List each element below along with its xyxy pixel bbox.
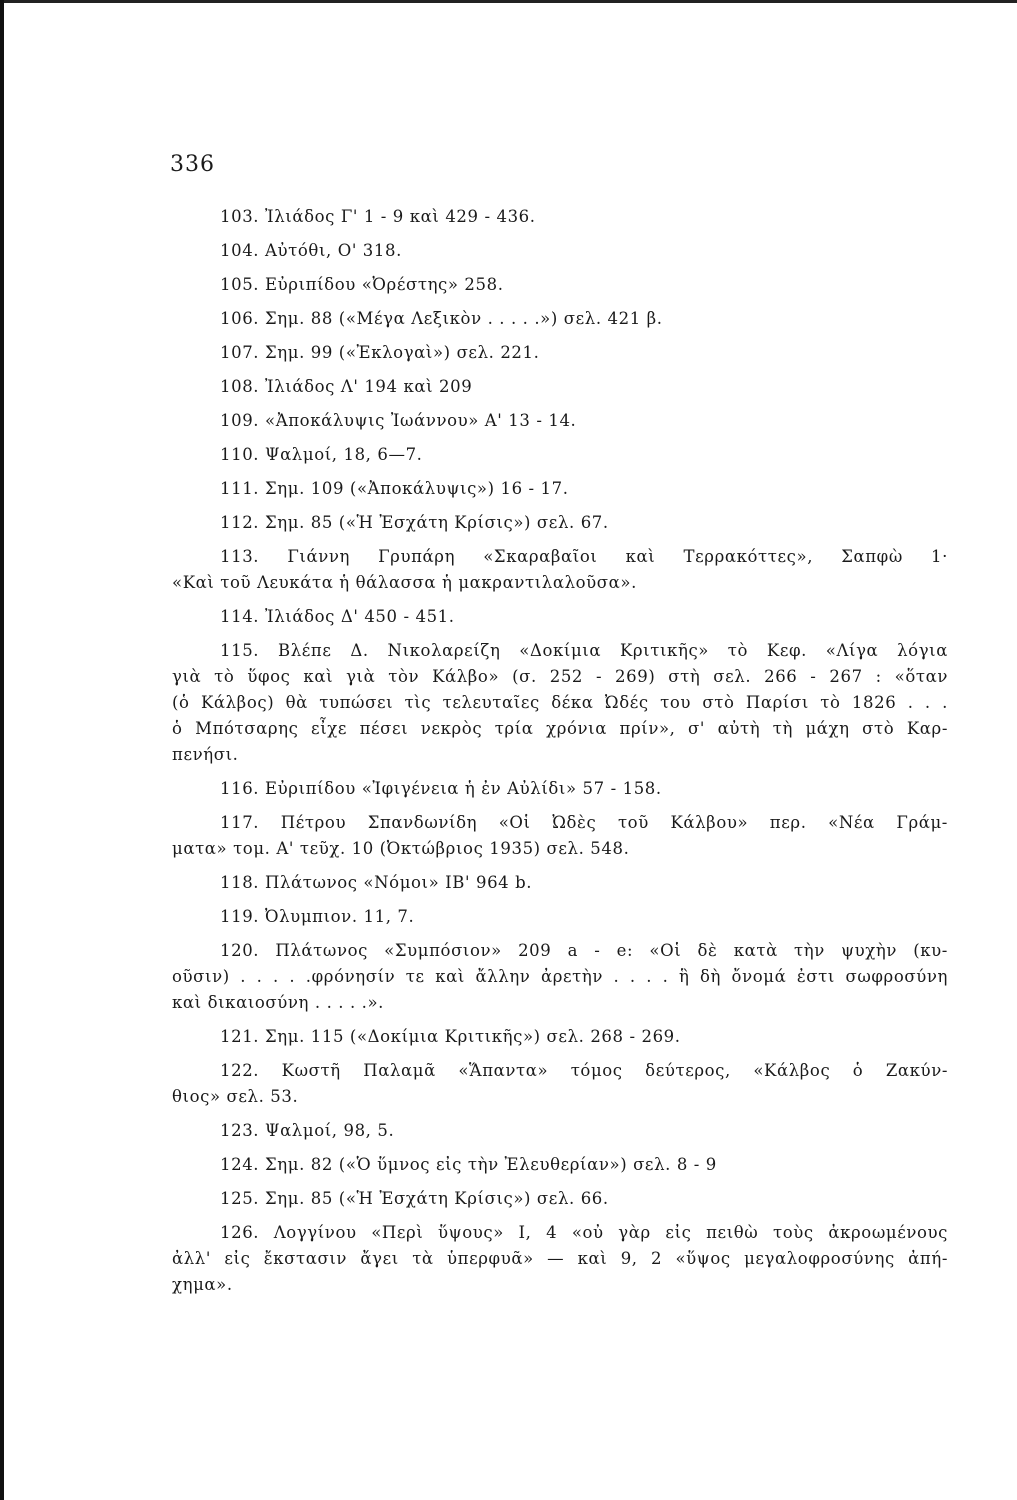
endnote-121 (220, 1024, 948, 1050)
endnote-number: 126. (220, 1223, 260, 1242)
endnote-line (172, 664, 948, 690)
endnote-line (172, 1246, 948, 1272)
endnote-number: 107. (220, 343, 260, 362)
endnote-number: 121. (220, 1027, 260, 1046)
endnote-line (172, 690, 948, 716)
endnote-123 (220, 1118, 948, 1144)
endnote-text: «Ἀποκάλυψις Ἰωάννου» Α' 13 - 14. (265, 411, 577, 430)
endnote-number: 123. (220, 1121, 260, 1140)
endnote-line (220, 1220, 948, 1246)
endnote-number: 108. (220, 377, 260, 396)
endnote-line (172, 1272, 948, 1298)
endnote-line (220, 476, 948, 502)
endnote-text: Πλάτωνος «Συμπόσιον» 209 a - e: «Οἱ δὲ κατὰ τὴν ψυχὴν (κυ- (275, 941, 948, 960)
endnote-text: καὶ δικαιοσύνη . . . . .». (172, 993, 385, 1012)
endnote-line (220, 510, 948, 536)
endnote-line (220, 638, 948, 664)
endnote-text: Ὀλυμπιον. 11, 7. (265, 907, 415, 926)
endnote-text: Πλάτωνος «Νόμοι» ΙΒ' 964 b. (265, 873, 533, 892)
endnote-104 (220, 238, 948, 264)
endnote-line (220, 1186, 948, 1212)
endnote-103 (220, 204, 948, 230)
endnote-number: 104. (220, 241, 260, 260)
endnote-line (172, 990, 948, 1016)
endnote-line (220, 1118, 948, 1144)
endnote-text: Σημ. 85 («Ἡ Ἐσχάτη Κρίσις») σελ. 67. (265, 513, 609, 532)
endnote-line (172, 1084, 948, 1110)
endnote-number: 119. (220, 907, 260, 926)
endnote-125 (220, 1186, 948, 1212)
endnote-number: 120. (220, 941, 260, 960)
endnote-text: Σημ. 85 («Ἡ Ἐσχάτη Κρίσις») σελ. 66. (265, 1189, 609, 1208)
endnote-118 (220, 870, 948, 896)
endnote-number: 103. (220, 207, 260, 226)
endnote-text: Ψαλμοί, 18, 6—7. (265, 445, 423, 464)
endnote-text: Εὐριπίδου «Ἰφιγένεια ἡ ἐν Αὐλίδι» 57 - 158. (265, 779, 662, 798)
endnote-line (220, 272, 948, 298)
endnote-120 (172, 938, 948, 1016)
endnote-number: 124. (220, 1155, 260, 1174)
endnote-line (220, 1058, 948, 1084)
endnote-text: Ἰλιάδος Γ' 1 - 9 καὶ 429 - 436. (265, 207, 536, 226)
endnote-text: Αὐτόθι, Ο' 318. (265, 241, 402, 260)
endnote-line (172, 964, 948, 990)
endnote-107 (220, 340, 948, 366)
endnote-text: ὁ Μπότσαρης εἶχε πέσει νεκρὸς τρία χρόνια πρίν», σ' αὐτὴ τὴ μάχη στὸ Καρ- (172, 719, 948, 738)
endnote-109 (220, 408, 948, 434)
endnote-text: γιὰ τὸ ὕφος καὶ γιὰ τὸν Κάλβο» (σ. 252 - 269) στὴ σελ. 266 - 267 : «ὅταν (172, 667, 948, 686)
endnote-line (220, 604, 948, 630)
endnote-text: «Καὶ τοῦ Λευκάτα ἡ θάλασσα ἡ μακραντιλαλοῦσα». (172, 573, 637, 592)
endnote-line (172, 836, 948, 862)
endnote-line (220, 442, 948, 468)
endnote-text: (ὁ Κάλβος) θὰ τυπώσει τὶς τελευταῖες δέκα Ὠδές του στὸ Παρίσι τὸ 1826 . . . (172, 693, 948, 712)
endnote-number: 111. (220, 479, 260, 498)
endnote-line (220, 1024, 948, 1050)
endnote-122 (172, 1058, 948, 1110)
endnote-112 (220, 510, 948, 536)
endnote-text: Σημ. 99 («Ἐκλογαὶ») σελ. 221. (265, 343, 540, 362)
endnote-text: Σημ. 82 («Ὁ ὕμνος εἰς τὴν Ἐλευθερίαν») σελ. 8 - 9 (265, 1155, 717, 1174)
endnote-text: Εὐριπίδου «Ὀρέστης» 258. (265, 275, 504, 294)
endnote-number: 122. (220, 1061, 260, 1080)
endnote-line (220, 1152, 948, 1178)
endnote-text: ματα» τομ. Α' τεῦχ. 10 (Ὀκτώβριος 1935) σελ. 548. (172, 839, 630, 858)
endnote-text: Βλέπε Δ. Νικολαρείζη «Δοκίμια Κριτικῆς» τὸ Κεφ. «Λίγα λόγια (277, 641, 948, 660)
scan-left-edge (0, 0, 4, 1500)
endnote-text: οῦσιν) . . . . .φρόνησίν τε καὶ ἄλλην ἀρετὴν . . . . ἣ δὴ ὄνομά ἐστι σωφροσύνη (172, 967, 948, 986)
endnote-number: 116. (220, 779, 260, 798)
endnote-text: ἀλλ' εἰς ἔκστασιν ἄγει τὰ ὑπερφυᾶ» — καὶ 9, 2 «ὕψος μεγαλοφροσύνης ἀπή- (172, 1249, 948, 1268)
endnote-116 (220, 776, 948, 802)
endnote-line (220, 204, 948, 230)
endnote-119 (220, 904, 948, 930)
endnote-117 (172, 810, 948, 862)
endnote-number: 105. (220, 275, 260, 294)
endnote-number: 117. (220, 813, 260, 832)
endnote-number: 113. (220, 547, 260, 566)
endnote-line (220, 544, 948, 570)
endnote-line (220, 870, 948, 896)
endnote-text: Κωστῆ Παλαμᾶ «Ἅπαντα» τόμος δεύτερος, «Κάλβος ὁ Ζακύν- (281, 1061, 948, 1080)
endnote-text: Πέτρου Σπανδωνίδη «Οἱ Ὠδὲς τοῦ Κάλβου» περ. «Νέα Γράμ- (280, 813, 948, 832)
endnote-text: Ψαλμοί, 98, 5. (265, 1121, 395, 1140)
endnote-line (220, 904, 948, 930)
endnote-text: Ἰλιάδος Δ' 450 - 451. (265, 607, 455, 626)
endnote-line (220, 238, 948, 264)
endnote-text: πενήσι. (172, 745, 239, 764)
endnote-line (220, 938, 948, 964)
scan-top-edge (0, 0, 1017, 3)
endnote-111 (220, 476, 948, 502)
endnote-line (220, 810, 948, 836)
endnote-number: 109. (220, 411, 260, 430)
endnote-115 (172, 638, 948, 768)
endnote-number: 112. (220, 513, 260, 532)
endnote-text: χημα». (172, 1275, 233, 1294)
endnote-text: Λογγίνου «Περὶ ὕψους» Ι, 4 «οὐ γὰρ εἰς πειθὼ τοὺς ἀκροωμένους (273, 1223, 948, 1242)
endnote-110 (220, 442, 948, 468)
endnote-126 (172, 1220, 948, 1298)
endnote-line (172, 716, 948, 742)
endnote-number: 114. (220, 607, 260, 626)
endnote-line (220, 306, 948, 332)
endnotes-list (172, 204, 948, 1306)
endnote-text: Γιάννη Γρυπάρη «Σκαραβαῖοι καὶ Τερρακόττες», Σαπφὼ 1· (287, 547, 948, 566)
page-number: 336 (170, 152, 215, 177)
endnote-number: 125. (220, 1189, 260, 1208)
endnote-108 (220, 374, 948, 400)
endnote-113 (172, 544, 948, 596)
endnote-text: Σημ. 115 («Δοκίμια Κριτικῆς») σελ. 268 - 269. (265, 1027, 681, 1046)
endnote-line (220, 776, 948, 802)
endnote-line (172, 742, 948, 768)
endnote-124 (220, 1152, 948, 1178)
endnote-line (220, 374, 948, 400)
endnote-number: 115. (220, 641, 260, 660)
endnote-105 (220, 272, 948, 298)
endnote-114 (220, 604, 948, 630)
endnote-number: 106. (220, 309, 260, 328)
endnote-text: Ἰλιάδος Λ' 194 καὶ 209 (265, 377, 473, 396)
endnote-line (220, 340, 948, 366)
endnote-106 (220, 306, 948, 332)
endnote-line (172, 570, 948, 596)
endnote-text: Σημ. 109 («Ἀποκάλυψις») 16 - 17. (265, 479, 569, 498)
endnote-text: θιος» σελ. 53. (172, 1087, 299, 1106)
endnote-line (220, 408, 948, 434)
endnote-number: 110. (220, 445, 260, 464)
endnote-number: 118. (220, 873, 260, 892)
endnote-text: Σημ. 88 («Μέγα Λεξικὸν . . . . .») σελ. 421 β. (265, 309, 663, 328)
